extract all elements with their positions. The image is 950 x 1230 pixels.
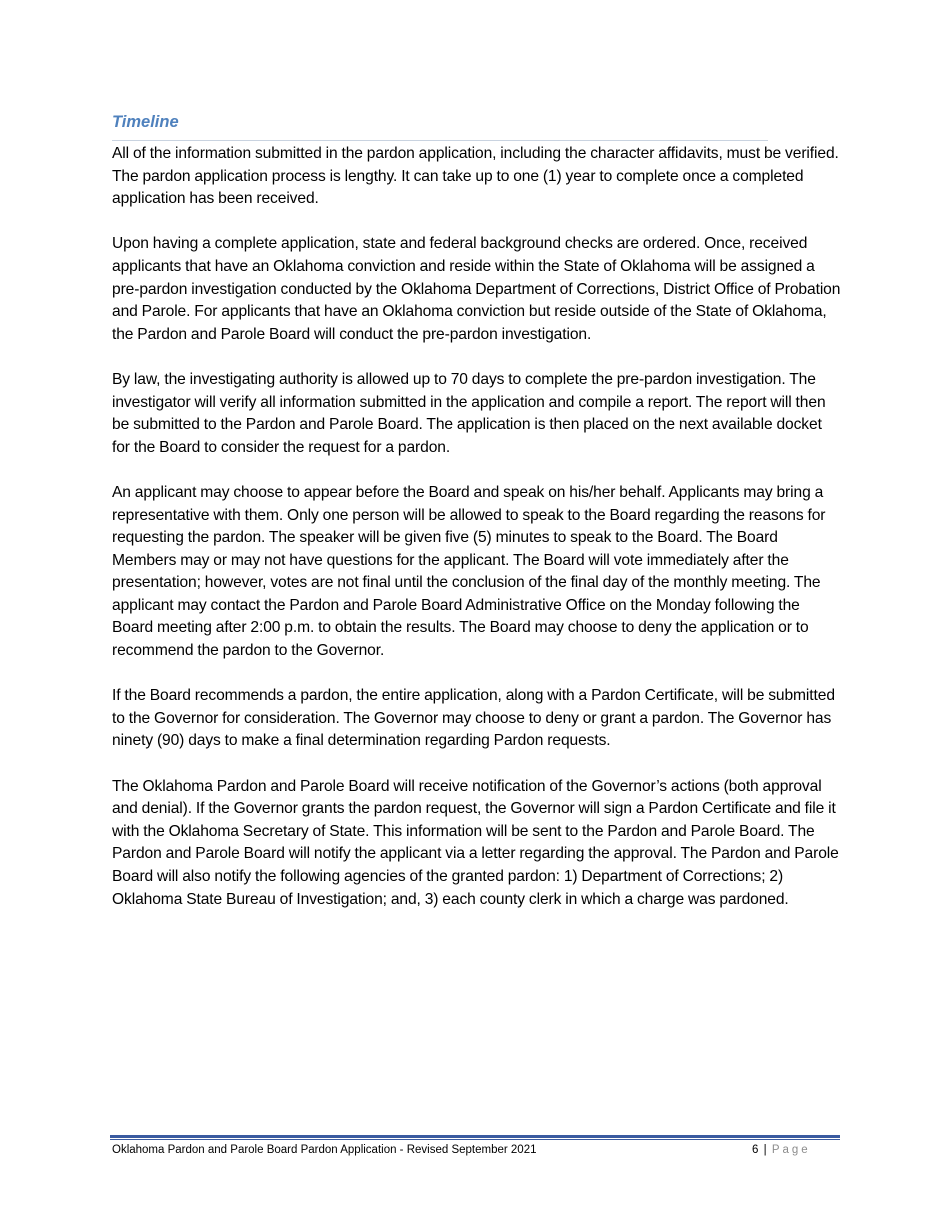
footer-rule — [110, 1135, 840, 1138]
paragraph-governor-review: If the Board recommends a pardon, the entire application, along with a Pardon Certificate, will be submitted to the Governor for consideration. The Governor may choose to deny or grant a pardon. The Governor has ninety (90) days to make a final determination regarding Pardon requests. — [112, 687, 835, 750]
page-separator: | — [763, 1144, 767, 1156]
paragraph-verification: All of the information submitted in the pardon application, including the character affidavits, must be verified. The pardon application process is lengthy. It can take up to one (1) year to complete once a completed application has been received. — [112, 145, 839, 208]
paragraph-notification: The Oklahoma Pardon and Parole Board will receive notification of the Governor’s actions (both approval and denial). If the Governor grants the pardon request, the Governor will sign a Pardon Certificate and file it with the Oklahoma Secretary of State. This information will be sent to the Pardon and Parole Board. The Pardon and Parole Board will notify the applicant via a letter regarding the approval. The Pardon and Parole Board will also notify the following agencies of the granted pardon: 1) Department of Corrections; 2) Oklahoma State Bureau of Investigation; and, 3) each county clerk in which a charge was pardoned. — [112, 777, 839, 908]
paragraph-board-appearance: An applicant may choose to appear before the Board and speak on his/her behalf. Applicants may bring a representative with them. Only one person will be allowed to speak to the Board regarding the reasons for requesting the pardon. The speaker will be given five (5) minutes to speak to the Board. The Board Members may or may not have questions for the applicant. The Board will vote immediately after the presentation; however, votes are not final until the conclusion of the final day of the monthly meeting. The applicant may contact the Pardon and Parole Board Administrative Office on the Monday following the Board meeting after 2:00 p.m. to obtain the results. The Board may choose to deny the application or to recommend the pardon to the Governor. — [112, 483, 826, 660]
footer-document-title: Oklahoma Pardon and Parole Board Pardon Application - Revised September 2021 — [112, 1144, 537, 1156]
paragraph-background-checks: Upon having a complete application, state and federal background checks are ordered. Once, received applicants that have an Oklahoma conviction and reside within the State of Oklahoma will be assigned a pre-pardon investigation conducted by the Oklahoma Department of Corrections, District Office of Probation and Parole. For applicants that have an Oklahoma conviction but reside outside of the State of Oklahoma, the Pardon and Parole Board will conduct the pre-pardon investigation. — [112, 235, 841, 343]
footer-page-label — [752, 1144, 811, 1156]
footer-rule-thin — [110, 1139, 840, 1140]
body-text — [112, 143, 842, 934]
heading-underline — [112, 140, 768, 141]
section-heading: Timeline — [112, 113, 179, 131]
page-word: Page — [771, 1144, 811, 1156]
paragraph-investigation: By law, the investigating authority is allowed up to 70 days to complete the pre-pardon investigation. The investigator will verify all information submitted in the application and compile a report. The report will then be submitted to the Pardon and Parole Board. The application is then placed on the next available docket for the Board to consider the request for a pardon. — [112, 370, 826, 456]
page-number: 6 — [752, 1144, 759, 1156]
